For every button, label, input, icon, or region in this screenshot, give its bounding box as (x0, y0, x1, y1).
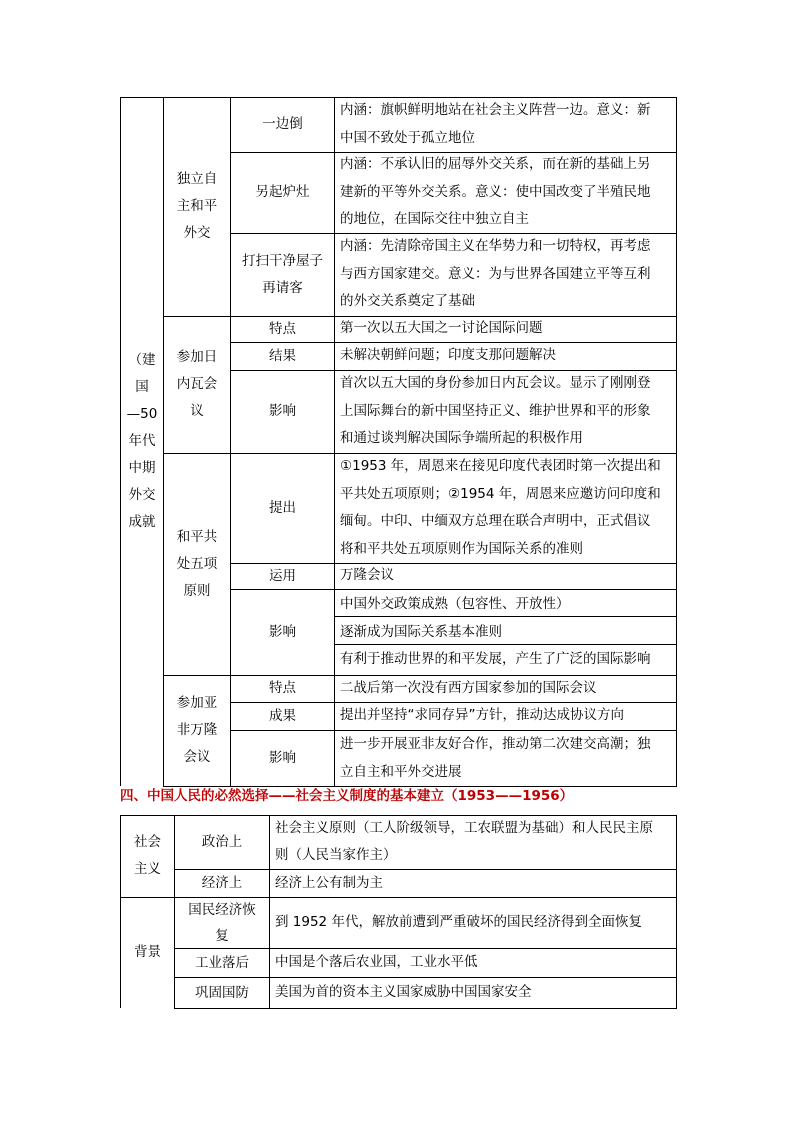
era-label: （建 (128, 352, 156, 368)
row-content: 平共处五项原则；②1954 年，周恩来应邀访问印度和 (340, 485, 661, 502)
row-content: 内涵：不承认旧的屈辱外交关系，而在新的基础上另 (340, 156, 651, 172)
section-title: 内瓦会 (176, 376, 218, 392)
row-content: 有利于推动世界的和平发展，产生了广泛的国际影响 (340, 651, 651, 667)
row-label: 工业落后 (195, 955, 249, 971)
row-content: 美国为首的资本主义国家威胁中国国家安全 (275, 984, 532, 1000)
row-content: 立自主和平外交进展 (340, 763, 462, 780)
row-label: 影响 (269, 403, 296, 419)
row-content: 与西方国家建交。意义：为与世界各国建立平等互利 (340, 265, 651, 282)
row-content: 到 1952 年代，解放前遭到严重破坏的国民经济得到全面恢复 (275, 914, 642, 930)
table-border (334, 97, 335, 786)
row-content: ①1953 年，周恩来在接见印度代表团时第一次提出和 (340, 458, 661, 474)
table-border (676, 815, 677, 1008)
row-content: 中国是个落后农业国，工业水平低 (275, 954, 478, 970)
row-label: 国民经济恢 (188, 902, 256, 918)
section-title: 主和平 (176, 198, 218, 214)
row-content: 未解决朝鲜问题；印度支那问题解决 (340, 347, 556, 363)
table-border (334, 616, 677, 617)
section-title: 原则 (183, 583, 211, 599)
row-content: 的外交关系奠定了基础 (340, 293, 475, 309)
row-content: 的地位，在国际交往中独立自主 (340, 211, 529, 227)
table-border (174, 1008, 677, 1009)
row-label: 经济上 (201, 875, 243, 891)
table-border (174, 977, 677, 978)
row-label: 复 (215, 928, 229, 944)
row-label: 运用 (269, 568, 296, 584)
row-label: 巩固国防 (195, 985, 249, 1001)
row-label: 一边倒 (262, 116, 303, 132)
row-content: 将和平共处五项原则作为国际关系的准则 (340, 540, 583, 557)
row-label: 另起炉灶 (255, 184, 310, 200)
era-label: 中期 (128, 460, 156, 476)
row-content: 中国外交政策成熟（包容性、开放性） (340, 596, 570, 612)
row-content: 内涵：先清除帝国主义在华势力和一切特权，再考虑 (340, 238, 651, 254)
group-title: 背景 (134, 944, 161, 960)
row-label: 结果 (269, 348, 296, 364)
group-title: 主义 (134, 861, 161, 877)
row-label: 特点 (269, 680, 296, 696)
group-title: 社会 (134, 834, 161, 850)
table-border (269, 815, 270, 1008)
era-label: 外交 (128, 487, 156, 503)
section-title: 独立自 (176, 171, 218, 187)
era-label: 年代 (128, 433, 156, 449)
era-label: 成就 (128, 514, 156, 530)
row-content: 上国际舞台的新中国坚持正义、维护世界和平的形象 (340, 402, 651, 419)
row-label: 打扫干净屋子 (242, 253, 323, 269)
row-content: 经济上公有制为主 (275, 875, 383, 891)
row-content: 和通过谈判解决国际争端所起的积极作用 (340, 430, 583, 446)
row-content: 第一次以五大国之一讨论国际问题 (340, 320, 543, 336)
row-content: 万隆会议 (340, 567, 394, 583)
row-label: 影响 (269, 750, 296, 766)
row-label: 成果 (269, 708, 296, 724)
row-label: 特点 (269, 321, 296, 337)
era-label: —50 (126, 406, 158, 422)
row-content: 提出并坚持“求同存异”方针，推动达成协议方向 (340, 707, 624, 723)
row-content: 进一步开展亚非友好合作，推动第二次建交高潮；独 (340, 736, 651, 752)
table-border (334, 644, 677, 645)
section-title: 非万隆 (176, 722, 218, 738)
row-label: 提出 (269, 500, 296, 516)
section-heading: 四、中国人民的必然选择——社会主义制度的基本建立（1953——1956） (120, 788, 574, 804)
section-title: 会议 (183, 749, 211, 765)
section-title: 和平共 (176, 529, 218, 545)
row-label: 再请客 (262, 280, 303, 296)
row-content: 首次以五大国的身份参加日内瓦会议。显示了刚刚登 (340, 375, 651, 391)
section-title: 参加亚 (176, 695, 218, 711)
table-border (676, 97, 677, 787)
era-label: 国 (135, 379, 149, 395)
section-title: 外交 (183, 225, 211, 241)
row-content: 则（人民当家作主） (275, 847, 397, 863)
row-label: 政治上 (201, 834, 243, 850)
row-content: 社会主义原则（工人阶级领导，工农联盟为基础）和人民民主原 (275, 820, 653, 836)
row-content: 内涵：旗帜鲜明地站在社会主义阵营一边。意义：新 (340, 102, 651, 118)
row-content: 二战后第一次没有西方国家参加的国际会议 (340, 680, 597, 696)
table-border (230, 589, 677, 590)
section-title: 议 (190, 403, 204, 419)
row-content: 缅甸。中印、中缅双方总理在联合声明中，正式倡议 (340, 513, 651, 529)
row-content: 建新的平等外交关系。意义：使中国改变了半殖民地 (340, 183, 651, 200)
row-label: 影响 (269, 624, 296, 640)
section-title: 处五项 (176, 556, 218, 572)
section-title: 参加日 (176, 349, 218, 365)
row-content: 中国不致处于孤立地位 (340, 129, 475, 146)
row-content: 逐渐成为国际关系基本准则 (340, 623, 502, 640)
